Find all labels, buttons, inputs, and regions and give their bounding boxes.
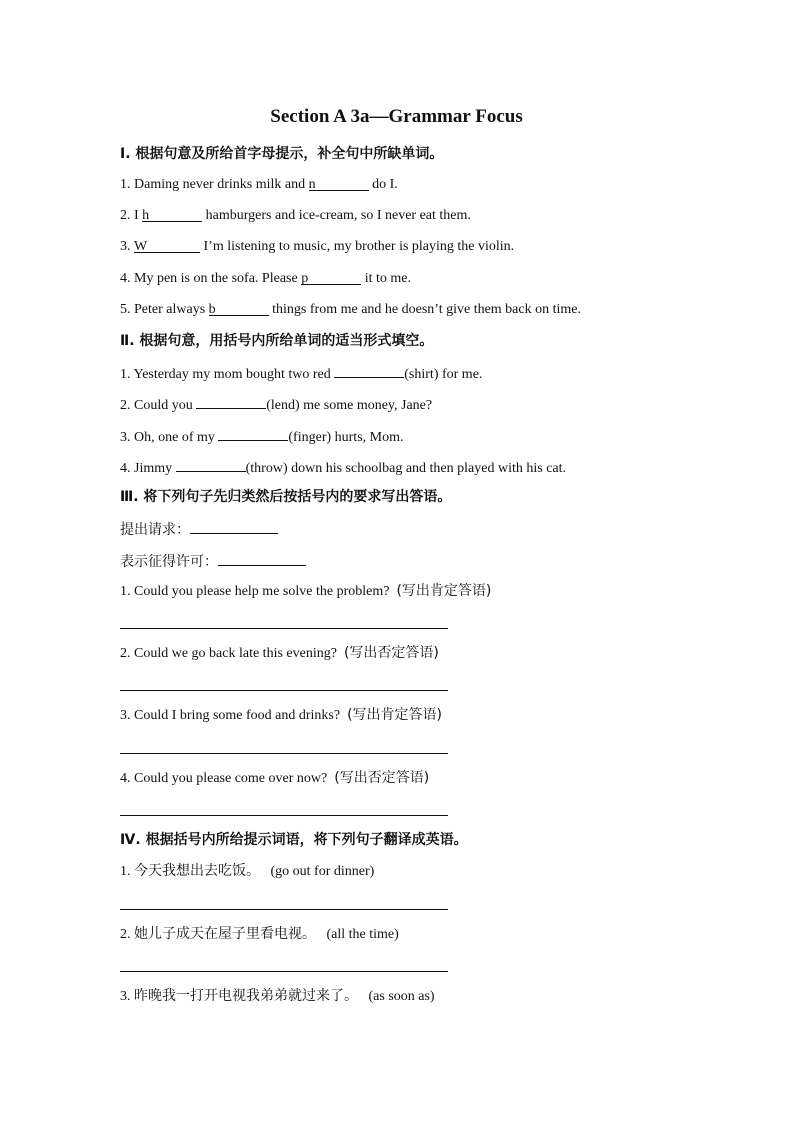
s2-q1-text-end: (shirt) for me.	[404, 367, 483, 382]
s2-q3-text: 3. Oh, one of my	[120, 430, 219, 445]
s3-question-1	[120, 581, 491, 602]
s4-q1-number: 1.	[120, 864, 131, 879]
s1-q4-text-end: it to me.	[361, 271, 411, 286]
s2-q2-blank[interactable]	[196, 393, 266, 409]
s1-q3-blank[interactable]	[134, 237, 200, 253]
s1-q1-letter: n	[308, 177, 316, 192]
s1-q5-blank[interactable]	[209, 300, 269, 316]
section-2-heading: Ⅱ. 根据句意，用括号内所给单词的适当形式填空。	[120, 333, 434, 349]
s1-q1-text: 1. Daming never drinks milk and	[120, 177, 309, 192]
s1-q1-text-end: do I.	[368, 177, 398, 192]
s3-q4-text: 4. Could you please come over now?	[120, 771, 328, 786]
s1-q3-text-end: I’m listening to music, my brother is playing the violin.	[200, 239, 515, 254]
s4-q3-hint: (as soon as)	[368, 989, 435, 1004]
s2-q1-text: 1. Yesterday my mom bought two red	[120, 367, 335, 382]
s4-q3-chinese: 昨晚我一打开电视我弟弟就过来了。	[134, 988, 358, 1004]
section-3-heading: Ⅲ. 将下列句子先归类然后按括号内的要求写出答语。	[120, 489, 452, 505]
s3-q4-hint: (写出否定答语)	[334, 770, 430, 786]
s2-q4-text: 4. Jimmy	[120, 461, 176, 476]
s4-q2-number: 2.	[120, 927, 131, 942]
s3-q4-answer-line[interactable]	[120, 815, 448, 816]
s1-q3-text: 3.	[120, 239, 134, 254]
permission-label: 表示征得许可：	[120, 554, 218, 570]
s2-q3-blank[interactable]	[218, 425, 288, 441]
s1-q2-blank[interactable]	[142, 206, 202, 222]
s3-q1-answer-line[interactable]	[120, 628, 448, 629]
s2-q2-text-end: (lend) me some money, Jane?	[266, 398, 433, 413]
request-row	[120, 518, 278, 541]
s3-q1-hint: (写出肯定答语)	[396, 583, 492, 599]
s2-question-4	[120, 456, 566, 479]
s2-question-3	[120, 425, 403, 448]
s2-q2-text: 2. Could you	[120, 398, 197, 413]
s1-q4-blank[interactable]	[301, 269, 361, 285]
s4-question-2	[120, 924, 399, 945]
s4-question-3	[120, 986, 435, 1007]
s2-q4-text-end: (throw) down his schoolbag and then played with his cat.	[245, 461, 567, 476]
s2-question-2	[120, 393, 432, 416]
s1-question-3	[120, 237, 514, 257]
s1-q2-text-end: hamburgers and ice-cream, so I never eat them.	[202, 208, 471, 223]
permission-row	[120, 550, 306, 573]
s1-q4-text: 4. My pen is on the sofa. Please	[120, 271, 302, 286]
s1-q2-text: 2. I	[120, 208, 143, 223]
s3-q2-text: 2. Could we go back late this evening?	[120, 646, 337, 661]
s3-q2-answer-line[interactable]	[120, 690, 448, 691]
s1-q3-letter: W	[134, 239, 148, 254]
s4-q2-hint: (all the time)	[326, 927, 399, 942]
s1-q5-text: 5. Peter always	[120, 302, 209, 317]
s2-q3-text-end: (finger) hurts, Mom.	[288, 430, 404, 445]
s1-q4-letter: p	[301, 271, 309, 286]
s2-question-1	[120, 362, 482, 385]
s1-q5-letter: b	[208, 302, 216, 317]
request-label: 提出请求：	[120, 522, 190, 538]
s2-q1-blank[interactable]	[334, 362, 404, 378]
section-1-heading: Ⅰ. 根据句意及所给首字母提示，补全句中所缺单词。	[120, 146, 444, 162]
s3-question-4	[120, 768, 429, 789]
s1-question-1	[120, 175, 398, 195]
section-4-heading: Ⅳ. 根据括号内所给提示词语，将下列句子翻译成英语。	[120, 832, 468, 848]
s1-question-5	[120, 300, 581, 320]
s4-q2-chinese: 她儿子成天在屋子里看电视。	[134, 926, 316, 942]
s3-q3-answer-line[interactable]	[120, 753, 448, 754]
s4-q3-number: 3.	[120, 989, 131, 1004]
permission-blank[interactable]	[218, 550, 306, 566]
s3-q1-text: 1. Could you please help me solve the problem?	[120, 584, 390, 599]
page-title: Section A 3a—Grammar Focus	[270, 106, 523, 127]
s3-q3-hint: (写出肯定答语)	[347, 707, 443, 723]
s3-question-3	[120, 705, 442, 726]
s4-q1-chinese: 今天我想出去吃饭。	[134, 863, 260, 879]
s1-question-4	[120, 269, 411, 289]
s4-question-1	[120, 861, 374, 882]
s4-q2-answer-line[interactable]	[120, 971, 448, 972]
s1-q5-text-end: things from me and he doesn’t give them back on time.	[268, 302, 581, 317]
s1-q1-blank[interactable]	[309, 175, 369, 191]
s4-q1-answer-line[interactable]	[120, 909, 448, 910]
s3-question-2	[120, 643, 439, 664]
s2-q4-blank[interactable]	[176, 456, 246, 472]
s1-q2-letter: h	[142, 208, 150, 223]
request-blank[interactable]	[190, 518, 278, 534]
s3-q2-hint: (写出否定答语)	[343, 645, 439, 661]
s3-q3-text: 3. Could I bring some food and drinks?	[120, 708, 341, 723]
s4-q1-hint: (go out for dinner)	[270, 864, 375, 879]
s1-question-2	[120, 206, 471, 226]
